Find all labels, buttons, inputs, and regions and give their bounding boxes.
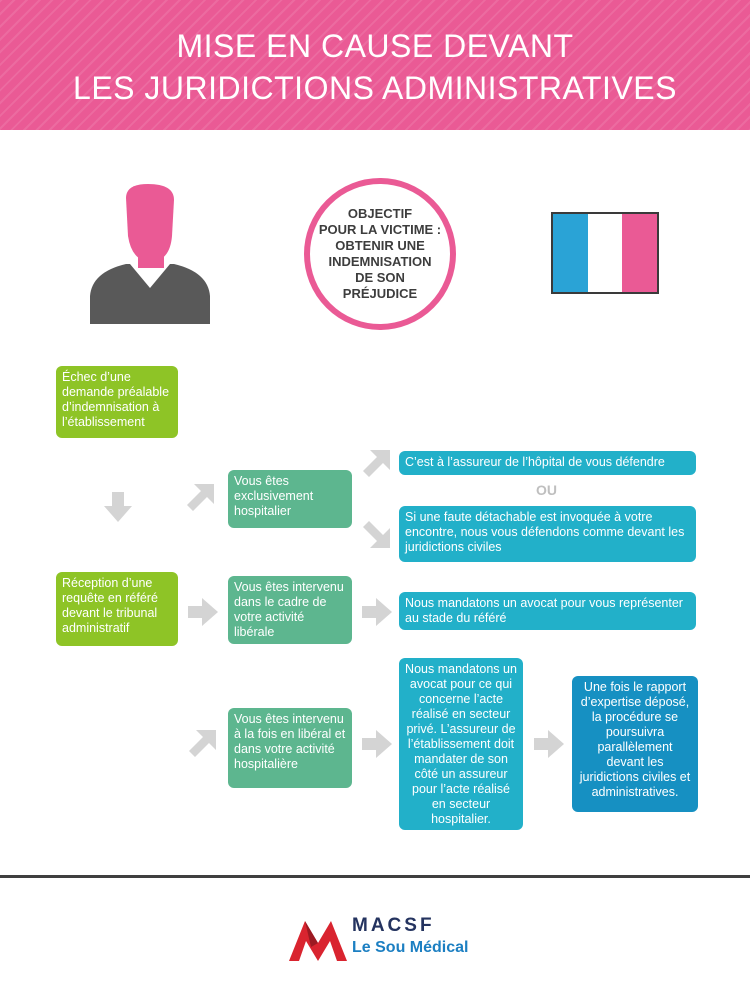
case-hospitalier-box: Vous êtes exclusivement hospitalier <box>228 470 352 528</box>
step-echec-box: Échec d’une demande préalable d’indemnisation à l’établissement <box>56 366 178 438</box>
person-neck <box>138 250 164 268</box>
person-bust-icon <box>86 184 214 324</box>
step-reception-box: Réception d’une requête en référé devant le tribunal administratif <box>56 572 178 646</box>
brand-name: MACSF <box>352 915 435 936</box>
arrow-right-icon <box>362 598 392 626</box>
footer-divider <box>0 875 750 878</box>
result-avocat-box: Nous mandatons un avocat pour vous représenter au stade du référé <box>399 592 696 630</box>
flag-stripe-white <box>588 214 623 292</box>
result-final-box: Une fois le rapport d’expertise déposé, la procédure se poursuivra parallèlement devant les juridictions civiles et administratives. <box>572 676 698 812</box>
result-faute-box: Si une faute détachable est invoquée à votre encontre, nous vous défendons comme devant les juridictions civiles <box>399 506 696 562</box>
result-assureur-box: C’est à l’assureur de l’hôpital de vous défendre <box>399 451 696 475</box>
arrow-up-right-icon <box>362 450 390 478</box>
arrow-right-icon <box>362 730 392 758</box>
arrow-up-right-icon <box>188 730 216 758</box>
arrow-right-icon <box>188 598 218 626</box>
title-line-2: LES JURIDICTIONS ADMINISTRATIVES <box>73 70 677 106</box>
macsf-logo-icon <box>289 915 347 961</box>
flag-stripe-blue <box>553 214 588 292</box>
arrow-right-icon <box>534 730 564 758</box>
result-mixte-box: Nous mandatons un avocat pour ce qui concerne l’acte réalisé en secteur privé. L’assureur de l’établissement doit mandater de son côté un assureur pour l’acte réalisé en secteur hospitalier. <box>399 658 523 830</box>
header-banner <box>0 0 750 130</box>
arrow-up-right-icon <box>186 484 214 512</box>
brand-tagline: Le Sou Médical <box>352 939 469 956</box>
objective-circle <box>304 178 456 330</box>
case-liberal-box: Vous êtes intervenu dans le cadre de votre activité libérale <box>228 576 352 644</box>
arrow-down-icon <box>104 492 132 522</box>
objective-text: OBJECTIF POUR LA VICTIME : OBTENIR UNE INDEMNISATION DE SON PRÉJUDICE <box>318 206 442 301</box>
case-mixte-box: Vous êtes intervenu à la fois en libéral et dans votre activité hospitalière <box>228 708 352 788</box>
title-line-1: MISE EN CAUSE DEVANT <box>176 28 574 64</box>
arrow-down-right-icon <box>362 520 390 548</box>
flag-stripe-red <box>622 214 657 292</box>
french-flag-icon <box>551 212 659 294</box>
result-ou-label: OU <box>536 482 557 498</box>
